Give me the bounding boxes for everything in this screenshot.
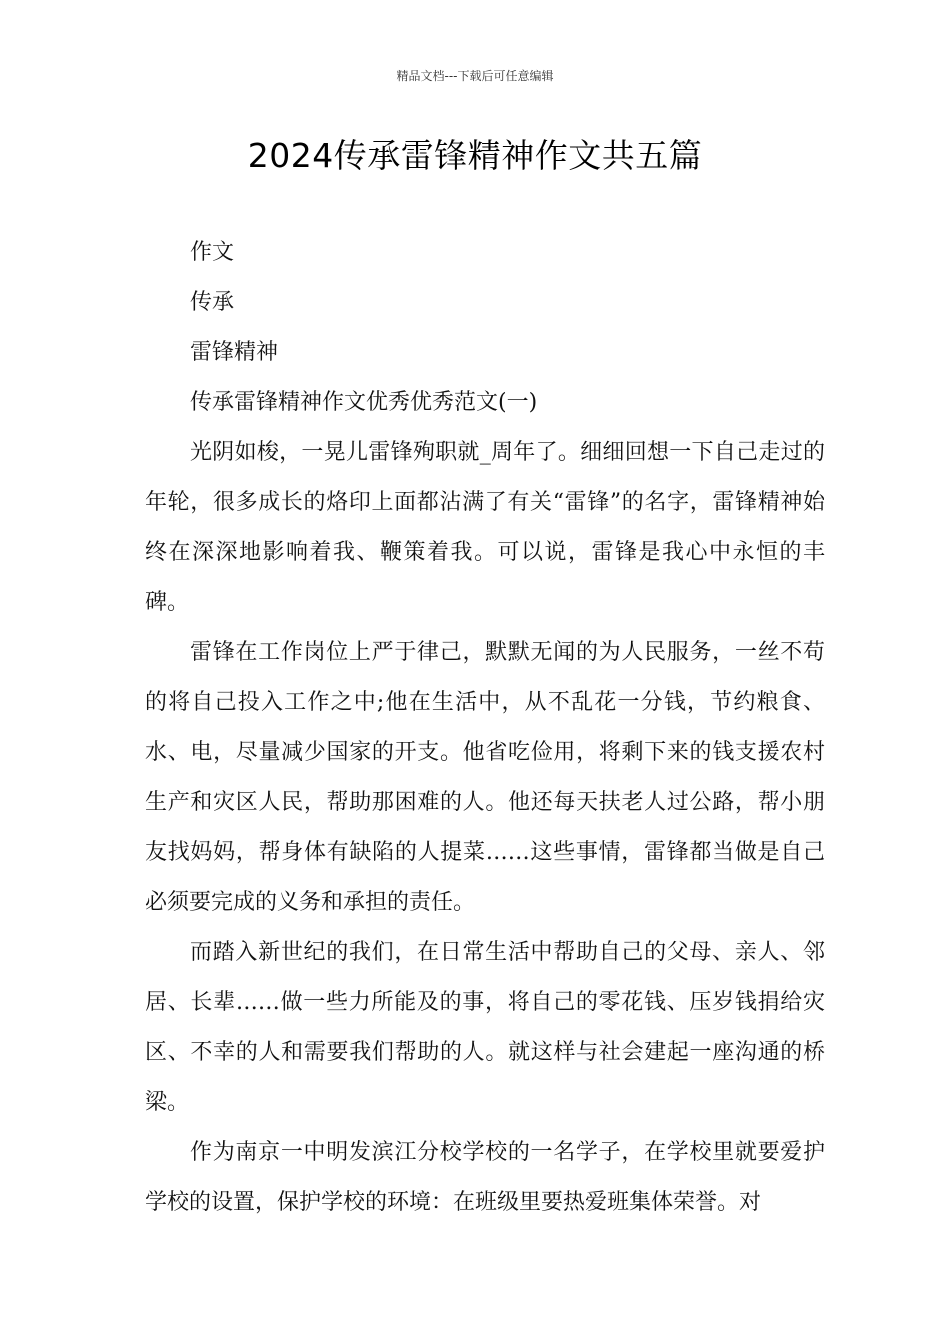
paragraph: 作为南京一中明发滨江分校学校的一名学子，在学校里就要爱护学校的设置，保护学校的环境：在班级里要热爱班集体荣誉。对 [145,1140,825,1215]
keyword-line: 作文 [190,240,235,265]
document-title: 2024传承雷锋精神作文共五篇 [247,136,703,175]
document-body [145,228,825,1228]
paragraph: 雷锋在工作岗位上严于律己，默默无闻的为人民服务，一丝不苟的将自己投入工作之中;他在生活中，从不乱花一分钱，节约粮食、水、电，尽量减少国家的开支。他省吃俭用，将剩下来的钱支援农村生产和灾区人民，帮助那困难的人。他还每天扶老人过公路，帮小朋友找妈妈，帮身体有缺陷的人提菜……这些事情，雷锋都当做是自己必须要完成的义务和承担的责任。 [145,640,825,915]
header-note: 精品文档---下载后可任意编辑 [396,69,554,83]
section-subtitle: 传承雷锋精神作文优秀优秀范文(一) [190,390,538,415]
paragraph: 而踏入新世纪的我们，在日常生活中帮助自己的父母、亲人、邻居、长辈……做一些力所能及的事，将自己的零花钱、压岁钱捐给灾区、不幸的人和需要我们帮助的人。就这样与社会建起一座沟通的桥梁。 [145,940,825,1115]
keyword-line: 雷锋精神 [190,340,279,365]
keyword-line: 传承 [190,290,235,315]
paragraph: 光阴如梭，一晃儿雷锋殉职就_周年了。细细回想一下自己走过的年轮，很多成长的烙印上面都沾满了有关“雷锋”的名字，雷锋精神始终在深深地影响着我、鞭策着我。可以说，雷锋是我心中永恒的丰碑。 [145,440,825,615]
